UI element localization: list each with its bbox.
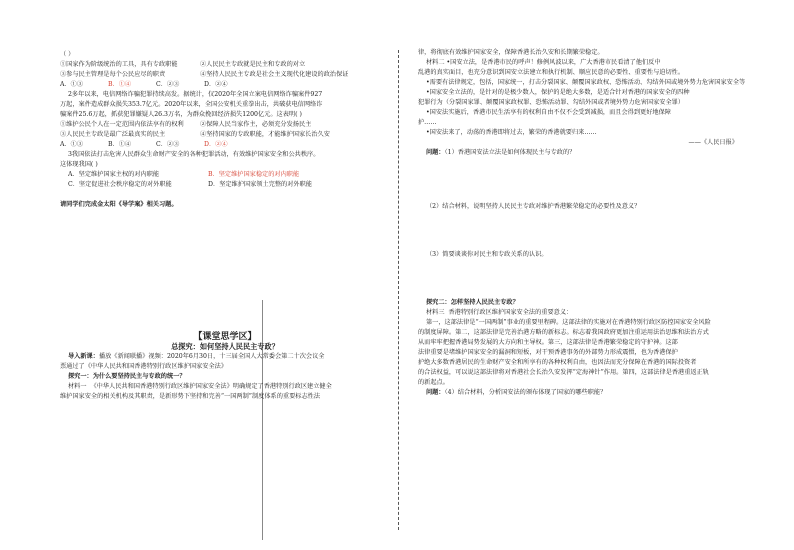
material-one-text: 维护国家安全的相关机构及其职责，是新形势下坚持和完善“一国两制”制度体系的重要标志性法 bbox=[60, 393, 321, 400]
material-one-body: 《中华人民共和国香港特别行政区维护国家安全法》明确规定了香港特别行政区建立健全 bbox=[90, 383, 332, 390]
q2-text: 骗案件25.6万起，抓获犯罪嫌疑人26.3万名，为群众挽回经济损失1200亿元。这表明( ) bbox=[60, 111, 302, 118]
q2-option-d[interactable]: D．②④ bbox=[204, 141, 228, 148]
q1-option-b[interactable]: B．①④ bbox=[108, 81, 132, 88]
material-two-text: 犯罪行为（分裂国家罪、颠覆国家政权罪、恐怖活动罪、勾结外国或者境外势力危害国家安全罪） bbox=[418, 99, 685, 106]
material-one-label: 材料一 bbox=[68, 383, 87, 390]
q1-option-c[interactable]: C．②③ bbox=[156, 81, 180, 88]
material-two-label: 材料二 bbox=[426, 59, 445, 66]
material-two-text: •需要有法律规定，包括，国家统一，打击分裂国家、颠覆国家政权、恐怖活动、勾结外国或境外势力危害国家安全等 bbox=[426, 79, 746, 86]
q2-text: 2多年以来，电信网络诈骗犯罪持续高发。据统计，仅2020年全国立案电信网络诈骗案件927 bbox=[68, 91, 323, 98]
intro-label: 导入新课： bbox=[68, 353, 99, 360]
material-three-text: 法律重要是堵维护国家安全的漏洞和短板，对干预香港事务的外部势力形成震慑，也为香港保护 bbox=[418, 349, 678, 356]
q1-items-row1 bbox=[60, 60, 390, 70]
intro-text: 票通过了《中华人民共和国香港特别行政区维护国家安全法》 bbox=[60, 363, 228, 370]
question-label: 问题： bbox=[426, 149, 445, 156]
q1-item: ①国家作为阶级统治的工具，具有专政职能 bbox=[60, 61, 178, 68]
intro-body: 播放《新闻联播》视频：2020年6月30日，十三届全国人大常委会第二十次会议全 bbox=[98, 353, 325, 360]
q2-text: 万起，案件造成群众损失353.7亿元。2020年以来，全国公安机关重拳出击，共破获电信网络诈 bbox=[60, 101, 323, 108]
q2-item: ②保障人民当家作主，必须充分发扬民主 bbox=[200, 121, 312, 128]
material-two-text: •国安法来了，动荡的香港即将过去，繁荣的香港就要归来…… bbox=[426, 129, 597, 136]
main-inquiry-title: 总探究：如何坚持人民民主专政？ bbox=[171, 342, 279, 351]
q2-item: ④坚持国家的专政职能，才能维护国家长治久安 bbox=[200, 131, 330, 138]
q1-item: ④坚持人民民主专政是社会主义现代化建设的政治保证 bbox=[200, 71, 349, 78]
material-three-text: 的新起点。 bbox=[418, 379, 449, 386]
question-four-text: （4）结合材料，分析国安法的颁布体现了国家的哪些职能？ bbox=[444, 389, 607, 396]
homework-note: 请同学们完成金太阳《导学案》相关习题。 bbox=[60, 201, 178, 208]
material-three-label: 材料三 bbox=[426, 309, 445, 316]
q3-option-d[interactable]: D．坚定维护国家领土完整的对外职能 bbox=[208, 181, 312, 188]
material-three-text: 护绝大多数香港居民的生命财产安全和所享有的各种权利自由，也因法而充分保障在香港的国际投资者 bbox=[418, 359, 697, 366]
q1-option-d[interactable]: D．②④ bbox=[204, 81, 228, 88]
material-three-header bbox=[418, 308, 748, 318]
q1-item: ②人民民主专政就是民主和专政的对立 bbox=[200, 61, 306, 68]
q3-options-row2 bbox=[68, 180, 390, 190]
q2-item: ③人民民主专政是最广泛最真实的民主 bbox=[60, 131, 166, 138]
right-column bbox=[418, 48, 748, 398]
q2-items-row1 bbox=[60, 120, 390, 130]
q1-option-a[interactable]: A．①③ bbox=[60, 81, 84, 88]
q3-text: 3我国依法打击危害人民群众生命财产安全的各种犯罪活动，有效维护国家安全和公共秩序。 bbox=[68, 151, 320, 158]
inquiry-two-title: 探究二：怎样坚持人民民主专政？ bbox=[426, 299, 519, 306]
section-title: 【课堂思学区】 bbox=[193, 332, 257, 342]
intro-text bbox=[60, 352, 390, 362]
q2-option-b[interactable]: B．①④ bbox=[108, 141, 132, 148]
q2-options bbox=[60, 140, 390, 150]
question-three: （3）简要谈谈你对民主和专政关系的认识。 bbox=[426, 251, 548, 258]
material-three-text: 的合法权益，可以说这部法律将对香港社会长治久安发挥“定海神针”作用。第四，这部法律是香港重返正轨 bbox=[418, 369, 709, 376]
material-three-text: 第一，这部法律是“一国两制”事业的重要里程碑。这部法律的实施对在香港特别行政区防控国家安全风险 bbox=[426, 319, 711, 326]
question-one-text: （1）香港国安法立法是如何体现民主与专政的？ bbox=[444, 149, 576, 156]
material-two-text: •国安法实施后，香港市民生活享有的权利自由不仅不会受到减损，而且会得到更好地保障 bbox=[426, 109, 671, 116]
question-blank: （ ） bbox=[60, 51, 75, 58]
question-one bbox=[418, 148, 748, 158]
question-four bbox=[418, 388, 748, 398]
q3-option-a[interactable]: A．坚定维护国家主权的对内职能 bbox=[68, 171, 160, 178]
material-two-text: 乱港的真实面目，也充分意识到国安立法建立和执行机制、顺应民意的必要性、重要性与迫切性。 bbox=[418, 69, 685, 76]
q2-item: ①维护公民个人在一定范围内依法享有的权利 bbox=[60, 121, 184, 128]
q3-option-b[interactable]: B．坚定维护国家稳定的对内职能 bbox=[208, 171, 300, 178]
q2-option-c[interactable]: C．②③ bbox=[156, 141, 180, 148]
material-two-text bbox=[418, 58, 748, 68]
material-two-body: •国安立法，是香港市民的呼声！修例风波以来，广大香港市民看清了他们反中 bbox=[446, 59, 661, 66]
q2-items-row2 bbox=[60, 130, 390, 140]
left-column bbox=[60, 50, 390, 402]
source-attribution: ——《人民日报》 bbox=[688, 139, 738, 146]
q3-options-row1 bbox=[68, 170, 390, 180]
q1-item: ③参与民主管理是每个公民应尽的职责 bbox=[60, 71, 166, 78]
material-three-text: 从而牢牢把握香港局势发展的大方向和主导权。第三，这部法律是香港繁荣稳定的守护神。这部 bbox=[418, 339, 678, 346]
page-divider-line bbox=[398, 50, 399, 530]
q3-text: 这体现我国( ) bbox=[60, 161, 98, 168]
q3-option-c[interactable]: C．坚定促进社会秩序稳定的对外职能 bbox=[68, 181, 172, 188]
material-one-text: 律，将彻底有效维护国家安全，保障香港长治久安和长期繁荣稳定。 bbox=[418, 49, 604, 56]
inquiry-one-title: 探究一：为什么要坚持民主与专政的统一？ bbox=[68, 373, 186, 380]
material-one-text bbox=[60, 382, 390, 392]
question-label: 问题： bbox=[426, 389, 445, 396]
q1-items-row2 bbox=[60, 70, 390, 80]
q2-option-a[interactable]: A．①③ bbox=[60, 141, 84, 148]
q1-options bbox=[60, 80, 390, 90]
material-three-text: 的制度屏障。第二，这部法律是完善治港方略的新标志。标志着我国政府更加注重运用法治思维和法治方式 bbox=[418, 329, 709, 336]
material-three-title: 香港特别行政区维护国家安全法的重要意义： bbox=[448, 309, 573, 316]
material-two-text: 护…… bbox=[418, 119, 437, 126]
question-two: （2）结合材料，说明坚持人民民主专政对维护香港繁荣稳定的必要性及意义？ bbox=[426, 203, 641, 210]
material-two-text: •国家安全立法的，是针对的是极少数人，保护的是绝大多数，是适合针对香港的国家安全的四种 bbox=[426, 89, 690, 96]
